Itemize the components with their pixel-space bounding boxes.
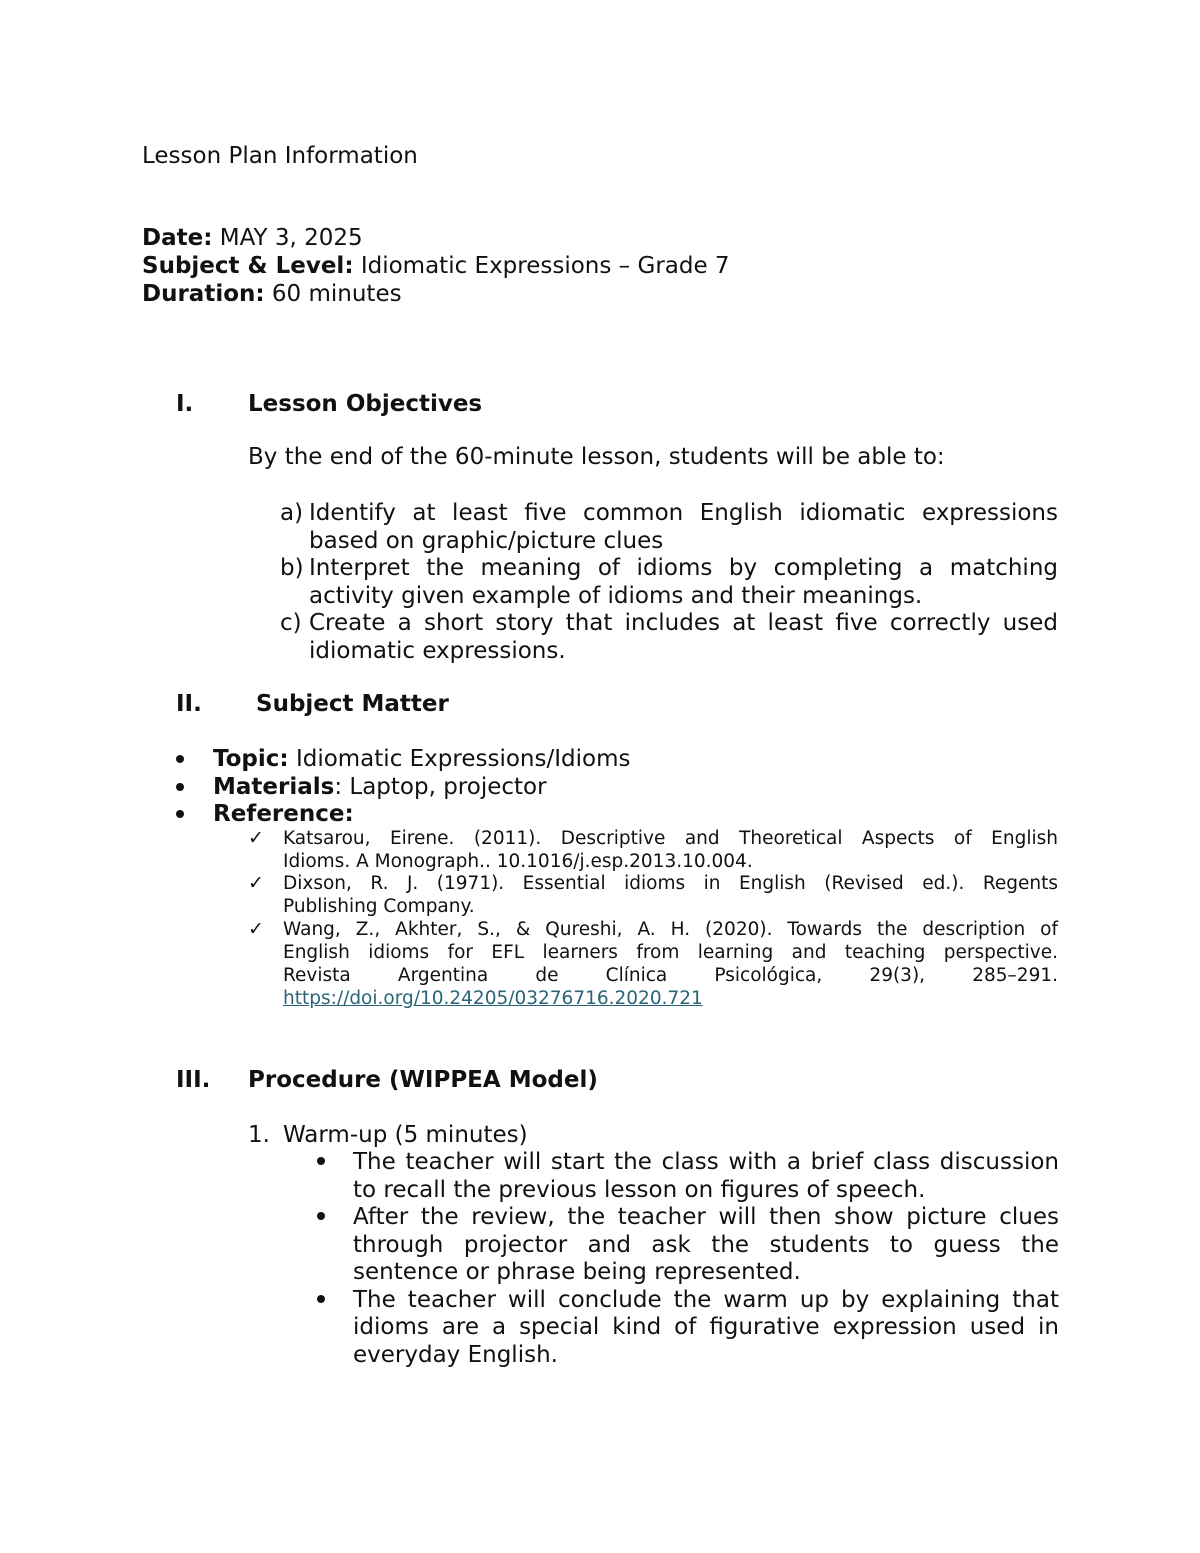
warmup-bullet-2-line2: through projector and ask the students to guess the bbox=[353, 1232, 1059, 1258]
subject-line bbox=[142, 252, 730, 280]
bullet-dot bbox=[176, 810, 184, 818]
reference-3-line2: English idioms for EFL learners from learning and teaching perspective. bbox=[283, 942, 1058, 963]
objective-a-line1: Identify at least five common English idiomatic expressions bbox=[309, 500, 1058, 526]
topic-line bbox=[213, 745, 630, 773]
warmup-bullet-2-line3: sentence or phrase being represented. bbox=[353, 1259, 801, 1285]
reference-label: Reference: bbox=[213, 801, 354, 827]
subject-value: Idiomatic Expressions – Grade 7 bbox=[360, 253, 730, 279]
duration-line bbox=[142, 280, 402, 308]
section3-numeral: III. bbox=[176, 1067, 211, 1093]
section2-numeral: II. bbox=[176, 691, 202, 717]
warmup-bullet-2-line1: After the review, the teacher will then show picture clues bbox=[353, 1204, 1059, 1230]
warmup-bullet-3-line1: The teacher will conclude the warm up by explaining that bbox=[353, 1287, 1059, 1313]
duration-value: 60 minutes bbox=[271, 281, 402, 307]
bullet-dot bbox=[317, 1157, 325, 1165]
objective-b-line1: Interpret the meaning of idioms by completing a matching bbox=[309, 555, 1058, 581]
topic-value: Idiomatic Expressions/Idioms bbox=[295, 746, 631, 772]
check-icon: ✓ bbox=[248, 918, 264, 940]
objective-c-line2: idiomatic expressions. bbox=[309, 638, 566, 664]
objective-c-line1: Create a short story that includes at least five correctly used bbox=[309, 610, 1058, 636]
objective-marker: a) bbox=[280, 500, 304, 526]
document-title: Lesson Plan Information bbox=[142, 143, 418, 169]
objective-b-line2: activity given example of idioms and their meanings. bbox=[309, 583, 923, 609]
bullet-dot bbox=[317, 1295, 325, 1303]
subject-label: Subject & Level: bbox=[142, 253, 354, 279]
check-icon: ✓ bbox=[248, 872, 264, 894]
reference-3-line3: Revista Argentina de Clínica Psicológica, 29(3), 285–291. bbox=[283, 965, 1058, 986]
date-label: Date: bbox=[142, 225, 213, 251]
section3-heading: Procedure (WIPPEA Model) bbox=[248, 1067, 598, 1093]
check-icon: ✓ bbox=[248, 827, 264, 849]
section1-numeral: I. bbox=[176, 391, 194, 417]
bullet-dot bbox=[176, 783, 184, 791]
section2-heading: Subject Matter bbox=[256, 691, 449, 717]
date-value: MAY 3, 2025 bbox=[219, 225, 363, 251]
bullet-dot bbox=[317, 1212, 325, 1220]
reference-1-line2: Idioms. A Monograph.. 10.1016/j.esp.2013.10.004. bbox=[283, 851, 753, 872]
step1-title: Warm-up (5 minutes) bbox=[283, 1122, 528, 1148]
materials-label: Materials bbox=[213, 774, 335, 800]
objectives-intro: By the end of the 60-minute lesson, students will be able to: bbox=[248, 444, 945, 470]
warmup-bullet-3-line3: everyday English. bbox=[353, 1342, 558, 1368]
reference-1-line1: Katsarou, Eirene. (2011). Descriptive and Theoretical Aspects of English bbox=[283, 828, 1058, 849]
topic-label: Topic: bbox=[213, 746, 289, 772]
materials-value: : Laptop, projector bbox=[334, 774, 547, 800]
bullet-dot bbox=[176, 755, 184, 763]
objective-a-line2: based on graphic/picture clues bbox=[309, 528, 664, 554]
reference-3-line1: Wang, Z., Akhter, S., & Qureshi, A. H. (2020). Towards the description of bbox=[283, 919, 1058, 940]
step1-number: 1. bbox=[248, 1122, 270, 1148]
reference-3-doi-link[interactable]: https://doi.org/10.24205/03276716.2020.721 bbox=[283, 988, 703, 1009]
materials-line bbox=[213, 773, 547, 801]
objective-marker: b) bbox=[280, 555, 304, 581]
objective-marker: c) bbox=[280, 610, 302, 636]
section1-heading: Lesson Objectives bbox=[248, 391, 483, 417]
date-line bbox=[142, 224, 363, 252]
duration-label: Duration: bbox=[142, 281, 265, 307]
warmup-bullet-3-line2: idioms are a special kind of figurative expression used in bbox=[353, 1314, 1059, 1340]
warmup-bullet-1-line1: The teacher will start the class with a brief class discussion bbox=[353, 1149, 1059, 1175]
reference-2-line2: Publishing Company. bbox=[283, 896, 475, 917]
reference-2-line1: Dixson, R. J. (1971). Essential idioms in English (Revised ed.). Regents bbox=[283, 873, 1058, 894]
warmup-bullet-1-line2: to recall the previous lesson on figures of speech. bbox=[353, 1177, 926, 1203]
